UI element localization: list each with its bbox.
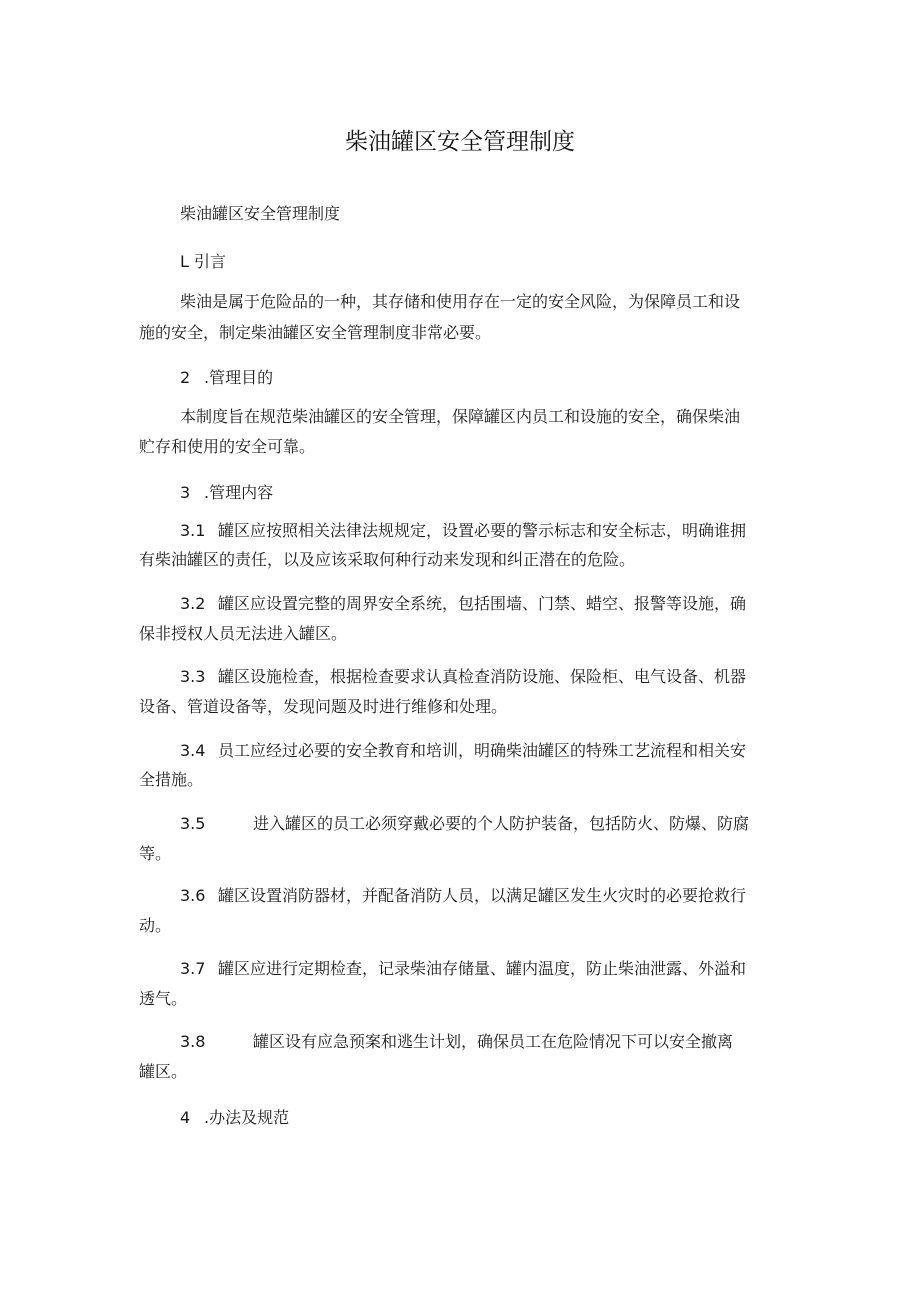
item-3-3-text: 罐区设施检查，根据检查要求认真检查消防设施、保险柜、电气设备、机器 [218,667,747,686]
item-3-2-text: 罐区应设置完整的周界安全系统，包括围墙、门禁、蜡空、报警等设施，确 [218,594,747,613]
document-title: 柴油罐区安全管理制度 [345,129,575,155]
item-3-7-text: 罐区应进行定期检查，记录柴油存储量、罐内温度，防止柴油泄露、外溢和 [218,959,747,978]
item-3-7-line-2: 透气。 [139,989,188,1008]
item-3-4-line-1 [180,740,746,762]
item-3-7-line-1 [180,958,746,980]
item-3-2-line-1 [180,593,746,615]
item-3-5-line-2: 等。 [139,844,172,863]
item-3-2-number: 3.2 [180,594,206,613]
item-3-1-line-1 [180,520,746,542]
item-3-1-number: 3.1 [180,521,206,540]
document-subtitle: 柴油罐区安全管理制度 [180,204,341,223]
item-3-8-number: 3.8 [180,1032,206,1051]
section-4-number: 4 [180,1108,191,1127]
item-3-5-line-1 [180,813,749,835]
section-2-heading [180,367,273,389]
item-3-3-number: 3.3 [180,667,206,686]
item-3-7-number: 3.7 [180,959,206,978]
item-3-5-number: 3.5 [180,814,206,833]
section-3-title: .管理内容 [204,483,274,502]
item-3-3-line-2: 设备、管道设备等，发现问题及时进行维修和处理。 [139,697,508,716]
section-4-title: .办法及规范 [204,1108,290,1127]
item-3-1-line-2: 有柴油罐区的责任，以及应该采取何种行动来发现和纠正潜在的危险。 [139,550,636,569]
item-3-6-line-2: 动。 [139,916,172,935]
item-3-6-line-1 [180,885,746,907]
item-3-8-line-2: 罐区。 [139,1062,188,1081]
item-3-4-number: 3.4 [180,741,206,760]
section-1-heading: L 引言 [180,252,227,271]
item-3-3-line-1 [180,666,746,688]
item-3-5-text: 进入罐区的员工必须穿戴必要的个人防护装备，包括防火、防爆、防腐 [253,814,750,833]
item-3-4-line-2: 全措施。 [139,770,204,789]
section-3-heading [180,482,273,504]
item-3-1-text: 罐区应按照相关法律法规规定，设置必要的警示标志和安全标志，明确谁拥 [218,521,747,540]
section-4-heading [180,1107,289,1129]
paragraph-1-line-1: 柴油是属于危险品的一种，其存储和使用存在一定的安全风险，为保障员工和设 [180,292,741,311]
section-2-title: .管理目的 [204,368,274,387]
section-2-number: 2 [180,368,191,387]
section-3-number: 3 [180,483,191,502]
paragraph-1-line-2: 施的安全，制定柴油罐区安全管理制度非常必要。 [139,323,492,342]
item-3-8-line-1 [180,1031,733,1053]
paragraph-2-line-2: 贮存和使用的安全可靠。 [139,437,316,456]
item-3-8-text: 罐区设有应急预案和逃生计划，确保员工在危险情况下可以安全撤离 [253,1032,734,1051]
item-3-6-text: 罐区设置消防器材，并配备消防人员，以满足罐区发生火灾时的必要抢救行 [218,886,747,905]
paragraph-2-line-1: 本制度旨在规范柴油罐区的安全管理，保障罐区内员工和设施的安全，确保柴油 [180,407,741,426]
item-3-6-number: 3.6 [180,886,206,905]
item-3-2-line-2: 保非授权人员无法进入罐区。 [139,624,348,643]
item-3-4-text: 员工应经过必要的安全教育和培训，明确柴油罐区的特殊工艺流程和相关安 [218,741,747,760]
